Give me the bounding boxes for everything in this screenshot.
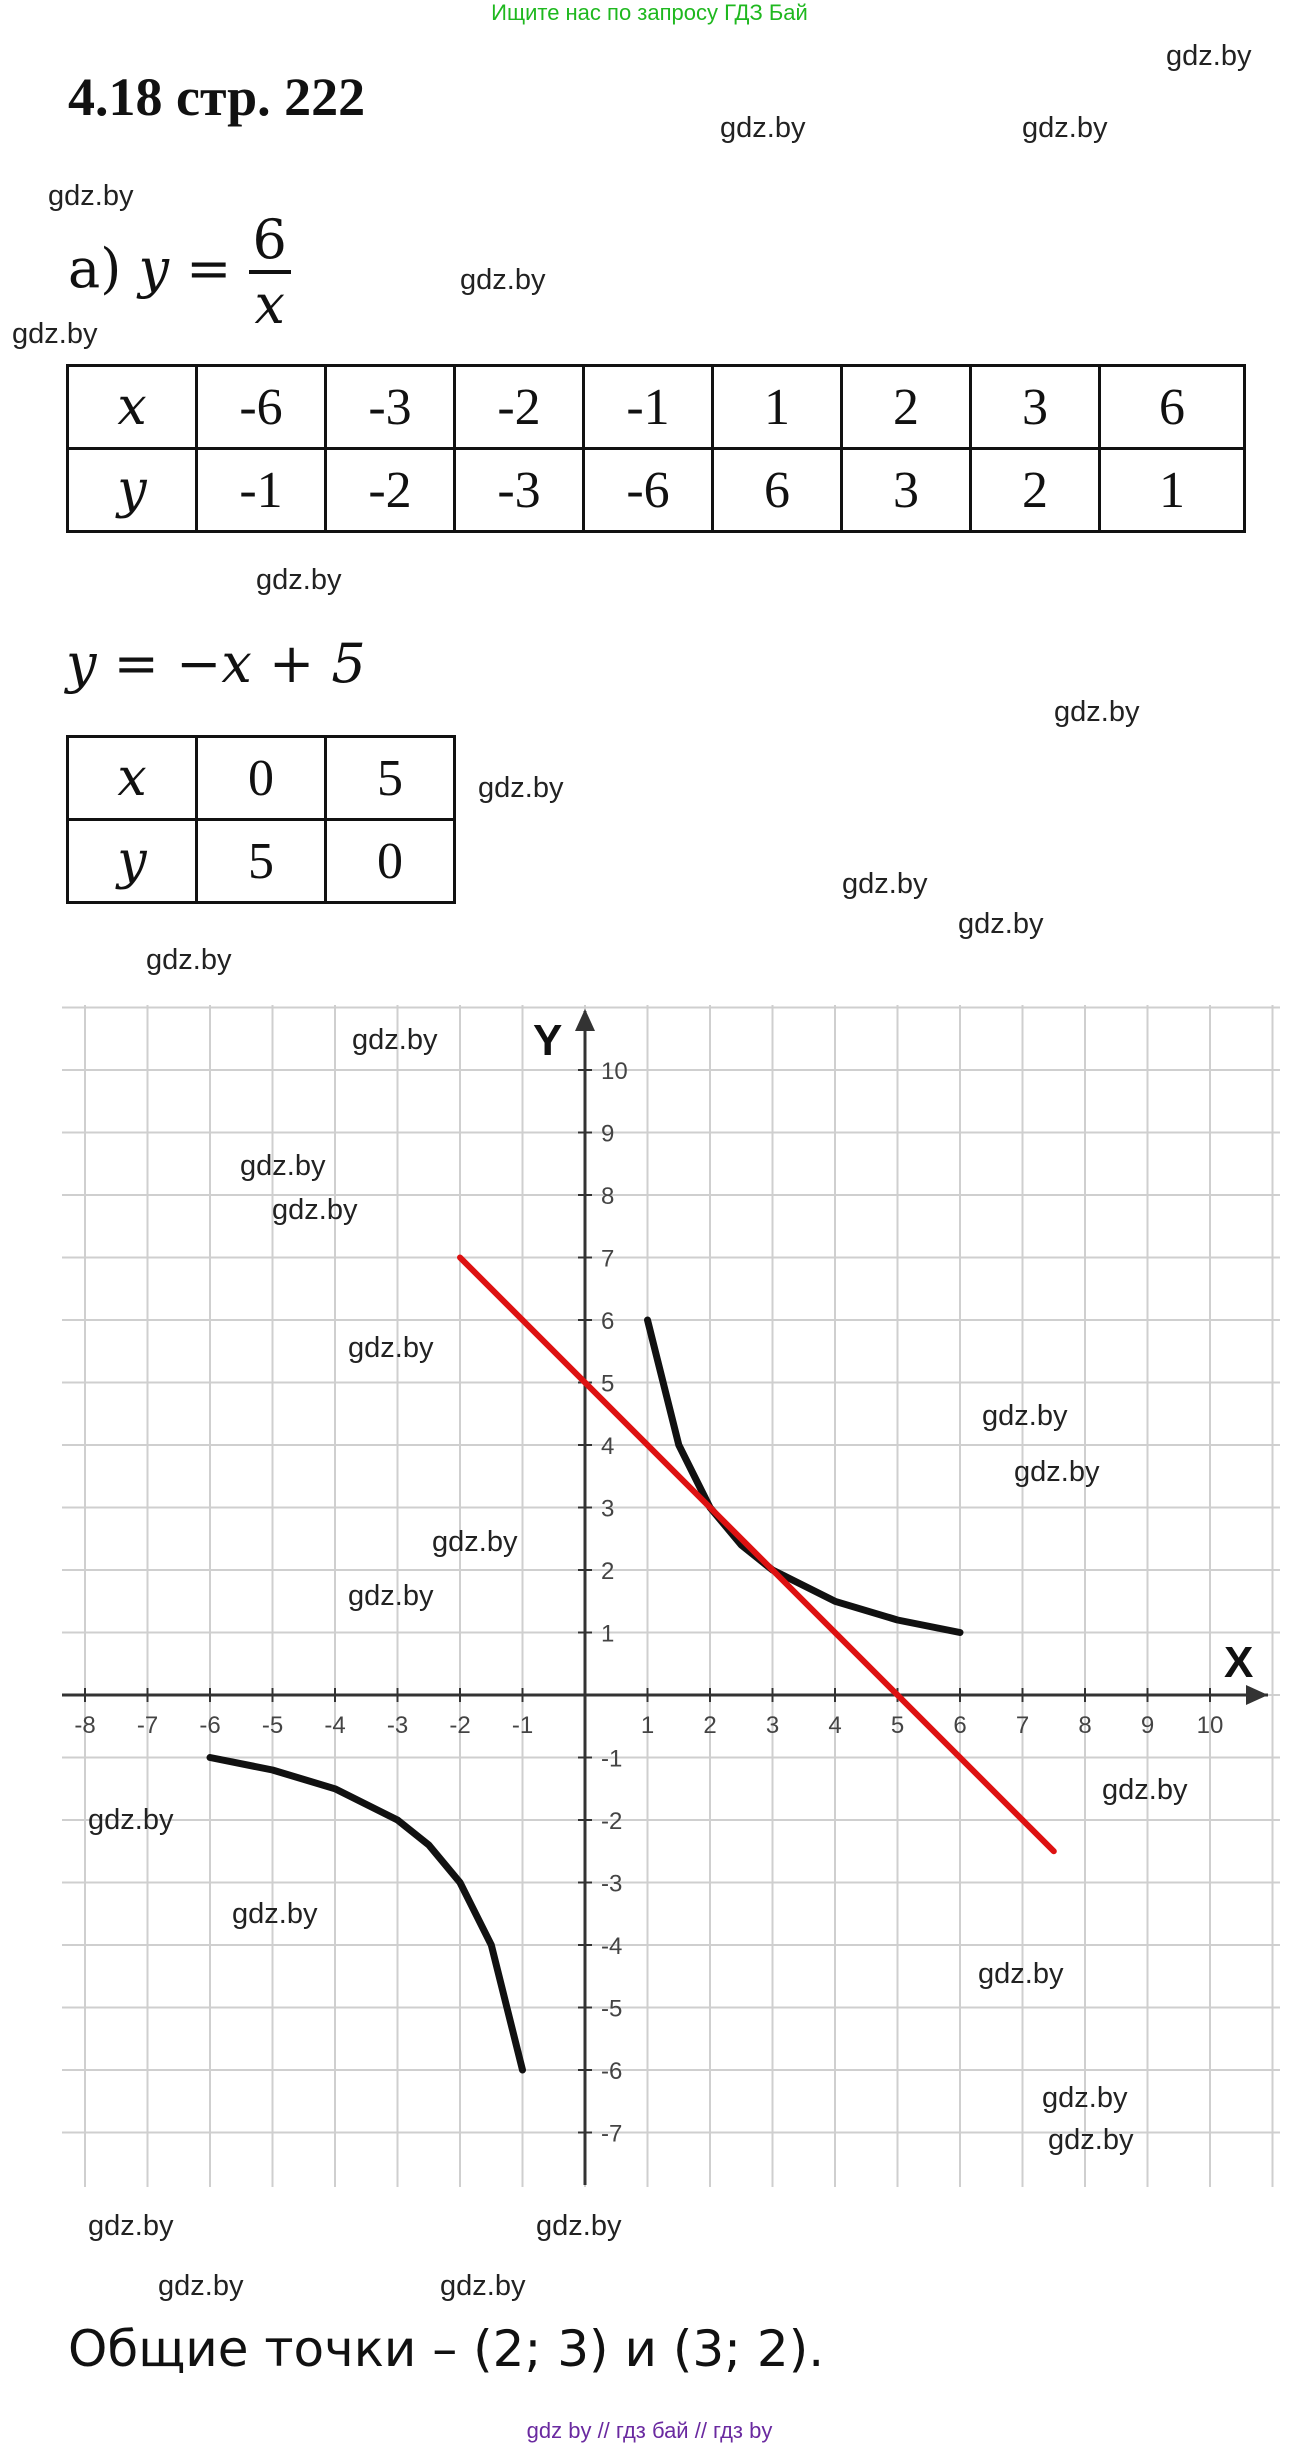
- table-row-x: [68, 366, 1245, 449]
- function-graph: [62, 1005, 1280, 2195]
- table-cell: 0: [197, 737, 326, 820]
- part-a-lhs: y =: [138, 237, 232, 300]
- values-table-hyperbola: [66, 364, 1246, 533]
- watermark: gdz.by: [348, 1580, 434, 1612]
- watermark: gdz.by: [720, 112, 806, 144]
- watermark: gdz.by: [1166, 40, 1252, 72]
- table-cell: 0: [326, 820, 455, 903]
- part-a-formula: [68, 210, 291, 336]
- y-tick-label: -1: [601, 1745, 623, 1773]
- x-tick-label: -8: [74, 1712, 96, 1739]
- y-tick-label: -6: [601, 2058, 623, 2085]
- table-row-x: [68, 737, 455, 820]
- x-tick-label: 6: [953, 1712, 967, 1739]
- x-tick-label: 2: [703, 1712, 717, 1739]
- watermark: gdz.by: [842, 868, 928, 900]
- table-cell: -2: [326, 449, 455, 532]
- watermark: gdz.by: [88, 1804, 174, 1836]
- y-tick-label: 6: [601, 1308, 615, 1335]
- y-tick-label: 1: [601, 1620, 615, 1648]
- series-line-2: [648, 1320, 961, 1633]
- table-header-x: x: [68, 366, 197, 449]
- watermark: gdz.by: [460, 264, 546, 296]
- fraction-numerator: 6: [249, 210, 291, 274]
- watermark: gdz.by: [1014, 1456, 1100, 1488]
- table-cell: 3: [842, 449, 971, 532]
- table-cell: -6: [197, 366, 326, 449]
- x-tick-label: 8: [1078, 1712, 1092, 1739]
- watermark: gdz.by: [1054, 696, 1140, 728]
- x-tick-label: -4: [324, 1712, 346, 1739]
- watermark: gdz.by: [1102, 1774, 1188, 1806]
- table-header-y: y: [68, 820, 197, 903]
- x-tick-label: 10: [1196, 1712, 1224, 1739]
- page-title: 4.18 стр. 222: [68, 67, 366, 127]
- watermark: gdz.by: [240, 1150, 326, 1182]
- watermark: gdz.by: [232, 1898, 318, 1930]
- watermark: gdz.by: [256, 564, 342, 596]
- x-tick-label: 7: [1015, 1712, 1030, 1739]
- table-cell: 2: [971, 449, 1100, 532]
- table-cell: -3: [455, 449, 584, 532]
- table-cell: 5: [326, 737, 455, 820]
- y-tick-label: -2: [601, 1808, 623, 1835]
- x-tick-label: -5: [261, 1712, 284, 1739]
- fraction-denominator: x: [254, 273, 285, 336]
- line-formula: y = −x + 5: [66, 632, 366, 695]
- watermark: gdz.by: [348, 1332, 434, 1364]
- series-line-3: [460, 1258, 1054, 1852]
- watermark: gdz.by: [478, 772, 564, 804]
- fraction: [249, 210, 291, 336]
- x-tick-label: 3: [765, 1712, 780, 1739]
- x-tick-label: -3: [386, 1712, 409, 1739]
- watermark: gdz.by: [272, 1194, 358, 1226]
- table-cell: -1: [584, 366, 713, 449]
- y-tick-label: 10: [601, 1058, 628, 1085]
- y-tick-label: -7: [601, 2120, 623, 2148]
- y-tick-label: 4: [601, 1433, 615, 1460]
- table-row-y: [68, 449, 1245, 532]
- y-tick-label: 7: [601, 1245, 615, 1273]
- table-cell: 2: [842, 366, 971, 449]
- watermark: gdz.by: [432, 1526, 518, 1558]
- watermark: gdz.by: [978, 1958, 1064, 1990]
- watermark: gdz.by: [982, 1400, 1068, 1432]
- table-cell: 5: [197, 820, 326, 903]
- y-axis-label: Y: [533, 1016, 563, 1065]
- watermark: gdz.by: [1022, 112, 1108, 144]
- x-axis-label: X: [1224, 1638, 1254, 1687]
- x-tick-label: 9: [1140, 1712, 1155, 1739]
- x-tick-label: -6: [199, 1712, 221, 1739]
- y-tick-label: -3: [601, 1870, 623, 1898]
- watermark: gdz.by: [1042, 2082, 1128, 2114]
- table-cell: 6: [713, 449, 842, 532]
- footer-links[interactable]: gdz by // гдз бай // гдз by: [526, 2418, 773, 2443]
- top-search-note[interactable]: Ищите нас по запросу ГДЗ Бай: [491, 0, 808, 25]
- watermark: gdz.by: [536, 2210, 622, 2242]
- table-cell: 1: [713, 366, 842, 449]
- watermark: gdz.by: [440, 2270, 526, 2302]
- table-header-y: y: [68, 449, 197, 532]
- x-tick-label: 1: [640, 1712, 655, 1739]
- y-tick-label: -4: [601, 1933, 623, 1960]
- table-cell: 6: [1100, 366, 1245, 449]
- y-tick-label: 3: [601, 1495, 615, 1523]
- y-tick-label: 8: [601, 1183, 615, 1210]
- watermark: gdz.by: [12, 318, 98, 350]
- x-tick-label: -1: [511, 1712, 534, 1739]
- table-cell: -1: [197, 449, 326, 532]
- conclusion-text: Общие точки – (2; 3) и (3; 2).: [68, 2320, 825, 2378]
- x-tick-label: -2: [449, 1712, 471, 1739]
- watermark: gdz.by: [352, 1024, 438, 1056]
- y-tick-label: 5: [601, 1370, 615, 1398]
- x-axis-arrow: [1246, 1685, 1268, 1705]
- watermark: gdz.by: [146, 944, 232, 976]
- watermark: gdz.by: [88, 2210, 174, 2242]
- y-axis-arrow: [575, 1009, 595, 1031]
- table-cell: 1: [1100, 449, 1245, 532]
- table-header-x: x: [68, 737, 197, 820]
- x-tick-label: -7: [136, 1712, 159, 1739]
- table-cell: -3: [326, 366, 455, 449]
- table-cell: -2: [455, 366, 584, 449]
- part-a-label: а): [68, 237, 122, 300]
- table-row-y: [68, 820, 455, 903]
- x-tick-label: 4: [828, 1712, 842, 1739]
- watermark: gdz.by: [158, 2270, 244, 2302]
- watermark: gdz.by: [48, 180, 134, 212]
- watermark: gdz.by: [958, 908, 1044, 940]
- values-table-line: [66, 735, 456, 904]
- y-tick-label: 2: [601, 1558, 615, 1585]
- y-tick-label: 9: [601, 1120, 615, 1148]
- y-tick-label: -5: [601, 1995, 623, 2023]
- table-cell: 3: [971, 366, 1100, 449]
- table-cell: -6: [584, 449, 713, 532]
- watermark: gdz.by: [1048, 2124, 1134, 2156]
- x-tick-label: 5: [890, 1712, 905, 1739]
